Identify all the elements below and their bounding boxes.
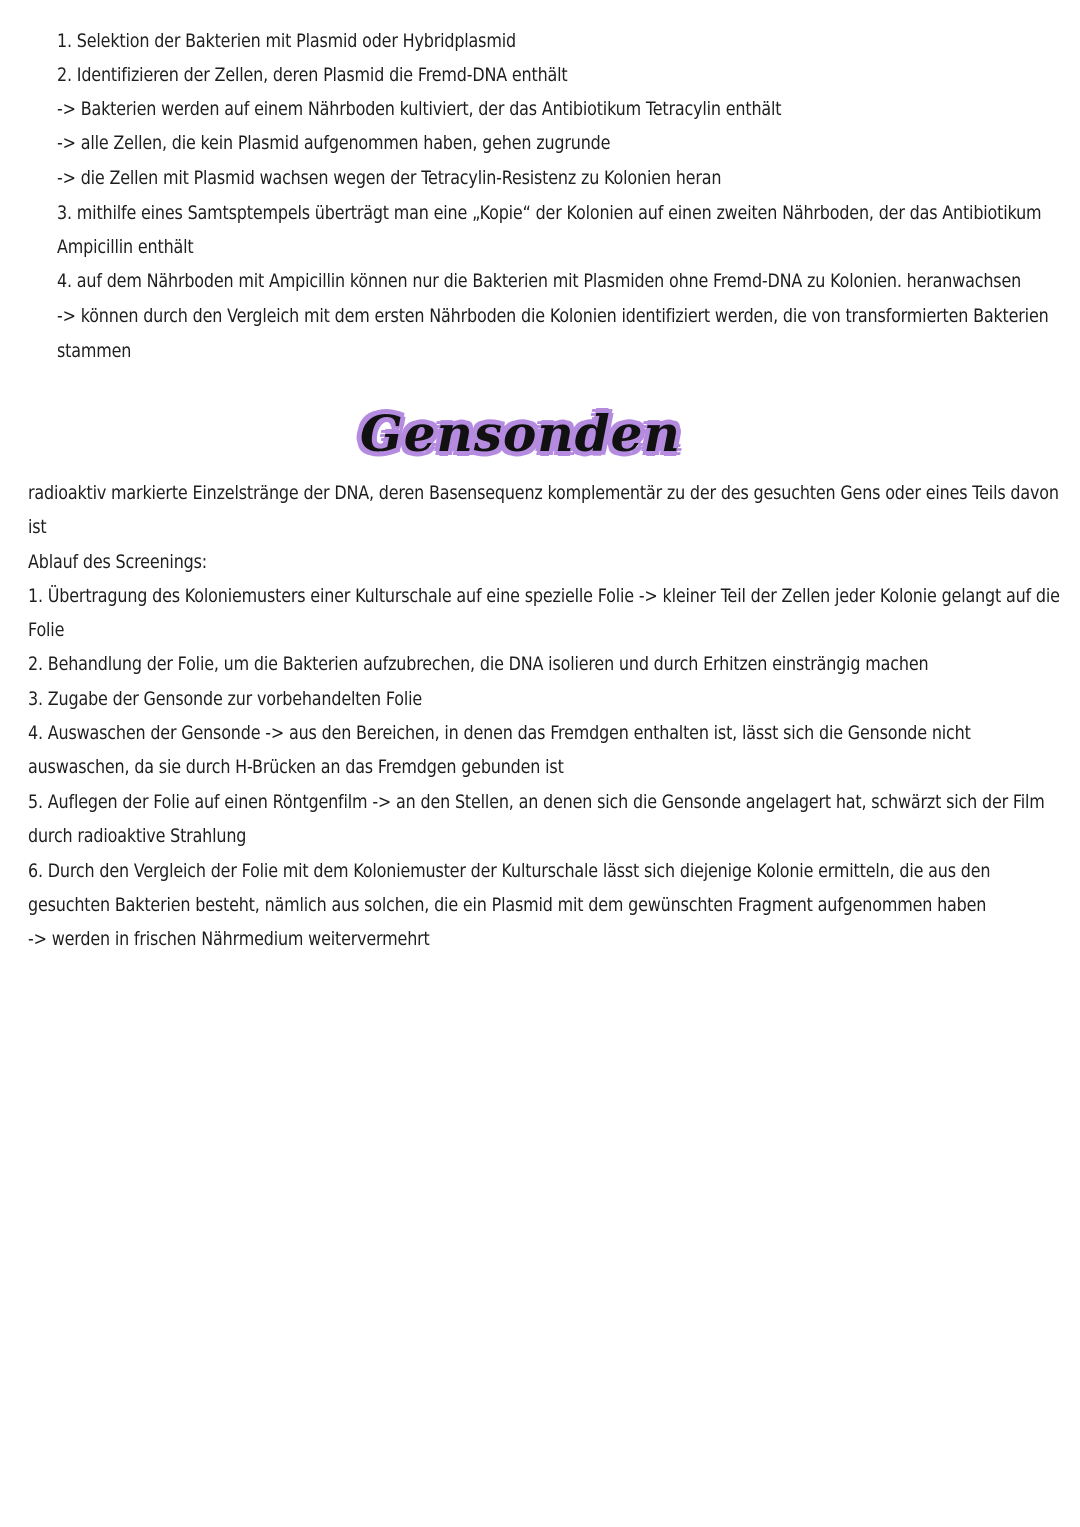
note-line: 4. auf dem Nährboden mit Ampicillin können nur die Bakterien mit Plasmiden ohne Fremd-DNA zu Kolonien. heranwachsen bbox=[57, 270, 1022, 292]
note-line: -> können durch den Vergleich mit dem ersten Nährboden die Kolonien identifiziert werden, die von transformierten Bakterien bbox=[57, 305, 1049, 327]
note-line: -> Bakterien werden auf einem Nährboden kultiviert, der das Antibiotikum Tetracylin enthält bbox=[57, 98, 782, 120]
note-line: Folie bbox=[28, 619, 65, 641]
note-line: radioaktiv markierte Einzelstränge der DNA, deren Basensequenz komplementär zu der des gesuchten Gens oder eines Teils davon bbox=[28, 482, 1059, 504]
note-line: stammen bbox=[57, 340, 132, 362]
note-line: 3. Zugabe der Gensonde zur vorbehandelten Folie bbox=[28, 688, 423, 710]
note-line: gesuchten Bakterien besteht, nämlich aus solchen, die ein Plasmid mit dem gewünschten Fragment aufgenommen haben bbox=[28, 894, 987, 916]
note-line: 2. Behandlung der Folie, um die Bakterien aufzubrechen, die DNA isolieren und durch Erhitzen einsträngig machen bbox=[28, 653, 929, 675]
note-line: -> alle Zellen, die kein Plasmid aufgenommen haben, gehen zugrunde bbox=[57, 132, 611, 154]
note-line: -> werden in frischen Nährmedium weitervermehrt bbox=[28, 928, 430, 950]
note-line: auswaschen, da sie durch H-Brücken an das Fremdgen gebunden ist bbox=[28, 756, 564, 778]
note-line: 1. Übertragung des Koloniemusters einer Kulturschale auf eine spezielle Folie -> kleiner Teil der Zellen jeder Kolonie gelangt auf die bbox=[28, 585, 1060, 607]
note-line: 6. Durch den Vergleich der Folie mit dem Koloniemuster der Kulturschale lässt sich diejenige Kolonie ermitteln, die aus den bbox=[28, 860, 991, 882]
note-line: durch radioaktive Strahlung bbox=[28, 825, 247, 847]
note-line: -> die Zellen mit Plasmid wachsen wegen der Tetracylin-Resistenz zu Kolonien heran bbox=[57, 167, 722, 189]
note-line: 5. Auflegen der Folie auf einen Röntgenfilm -> an den Stellen, an denen sich die Gensonde angelagert hat, schwärzt sich der Film bbox=[28, 791, 1045, 813]
heading-title: Gensonden bbox=[360, 404, 681, 463]
note-line: 4. Auswaschen der Gensonde -> aus den Bereichen, in denen das Fremdgen enthalten ist, lässt sich die Gensonde nicht bbox=[28, 722, 971, 744]
note-line: 1. Selektion der Bakterien mit Plasmid oder Hybridplasmid bbox=[57, 30, 516, 52]
note-line: 2. Identifizieren der Zellen, deren Plasmid die Fremd-DNA enthält bbox=[57, 64, 568, 86]
note-line: Ampicillin enthält bbox=[57, 236, 194, 258]
section-heading bbox=[360, 398, 681, 478]
note-line: 3. mithilfe eines Samtsptempels überträgt man eine „Kopie“ der Kolonien auf einen zweiten Nährboden, der das Antibiotikum bbox=[57, 202, 1042, 224]
note-line: Ablauf des Screenings: bbox=[28, 551, 207, 573]
note-line: ist bbox=[28, 516, 47, 538]
